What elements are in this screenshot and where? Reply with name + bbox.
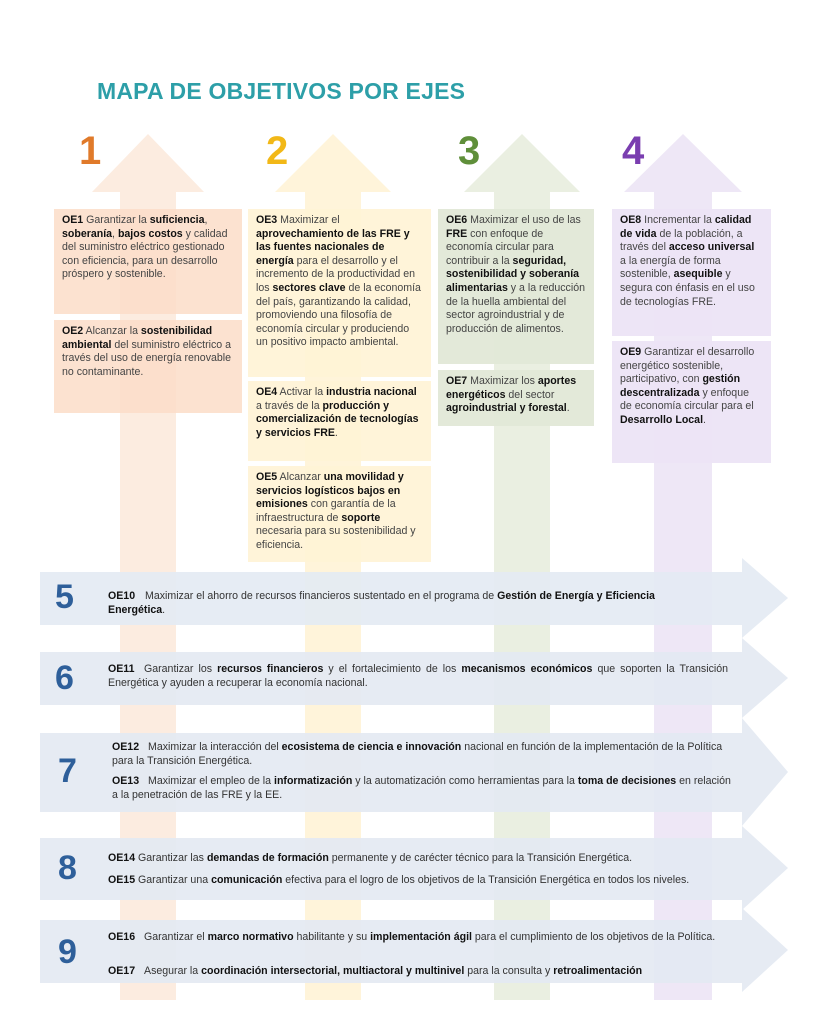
objective-oe13: OE13 Maximizar el empleo de la informatización y la automatización como herramientas para la toma de decisiones en relación a la penetración de las FRE y la EE.: [112, 775, 731, 801]
row-6-number: 6: [55, 659, 74, 697]
objective-oe4: OE4 Activar la industria nacional a través de la producción y comercialización de tecnologías y servicios FRE.: [248, 381, 431, 461]
objective-oe16: OE16 Garantizar el marco normativo habilitante y su implementación ágil para el cumplimiento de los objetivos de la Política.: [108, 931, 716, 943]
objective-oe17: OE17 Asegurar la coordinación intersectorial, multiactoral y multinivel para la consulta y retroalimentación: [108, 965, 643, 977]
row-9-number: 9: [58, 933, 77, 971]
objective-oe5: OE5 Alcanzar una movilidad y servicios logísticos bajos en emisiones con garantía de la infraestructura de soporte necesaria para su sostenibilidad y eficiencia.: [248, 466, 431, 562]
page-title: MAPA DE OBJETIVOS POR EJES: [97, 78, 466, 104]
row-9-arrow: [40, 908, 788, 992]
objective-oe8: OE8 Incrementar la calidad de vida de la población, a través del acceso universal a la energía de forma sostenible, asequible y segura con énfasis en el uso de tecnologías FRE.: [612, 209, 771, 336]
row-5-number: 5: [55, 578, 74, 616]
objective-oe12: OE12 Maximizar la interacción del ecosistema de ciencia e innovación nacional en función de la implementación de la Política para la Transición Energética.: [112, 741, 723, 767]
objective-oe7: OE7 Maximizar los aportes energéticos del sector agroindustrial y forestal.: [438, 370, 594, 426]
row-8-number: 8: [58, 849, 77, 887]
objective-oe2: OE2 Alcanzar la sostenibilidad ambiental del suministro eléctrico a través del uso de energía renovable no contaminante.: [54, 320, 242, 413]
objective-oe1: OE1 Garantizar la suficiencia, soberanía, bajos costos y calidad del suministro eléctrico gestionado con eficiencia, para un desarrollo próspero y sostenible.: [54, 209, 242, 314]
axis-1-number: 1: [79, 129, 102, 173]
row-7-arrow: [40, 718, 788, 826]
objective-oe14: OE14 Garantizar las demandas de formación permanente y de carécter técnico para la Transición Energética.: [108, 852, 633, 864]
objective-oe3: OE3 Maximizar el aprovechamiento de las FRE y las fuentes nacionales de energía para el desarrollo y el incremento de la productividad en los sectores clave de la economía del país, garantizando la calidad, promoviendo una filosofía de economía circular y produciendo un positivo impacto ambiental.: [248, 209, 431, 377]
objective-oe6: OE6 Maximizar el uso de las FRE con enfoque de economía circular para contribuir a la seguridad, sostenibilidad y soberanía alimentarias y a la reducción de la huella ambiental del sector agroindustrial y de producción de alimentos.: [438, 209, 594, 364]
row-8-arrow: [40, 826, 788, 910]
objective-oe11: OE11 Garantizar los recursos financieros y el fortalecimiento de los mecanismos económicos que soporten la Transición Energética y ayuden a recuperar la economía nacional.: [108, 663, 728, 689]
axis-4-number: 4: [622, 129, 645, 173]
objective-oe15: OE15 Garantizar una comunicación efectiva para el logro de los objetivos de la Transición Energética en todos los niveles.: [108, 874, 690, 886]
objective-oe9: OE9 Garantizar el desarrollo energético sostenible, participativo, con gestión descentralizada y enfoque de economía circular para el Desarrollo Local.: [612, 341, 771, 463]
axis-3-number: 3: [458, 129, 481, 173]
row-7-number: 7: [58, 752, 77, 790]
objective-oe10: OE10 Maximizar el ahorro de recursos financieros sustentado en el programa de Gestión de Energía y Eficiencia Energética.: [108, 590, 655, 616]
axis-2-number: 2: [266, 129, 289, 173]
